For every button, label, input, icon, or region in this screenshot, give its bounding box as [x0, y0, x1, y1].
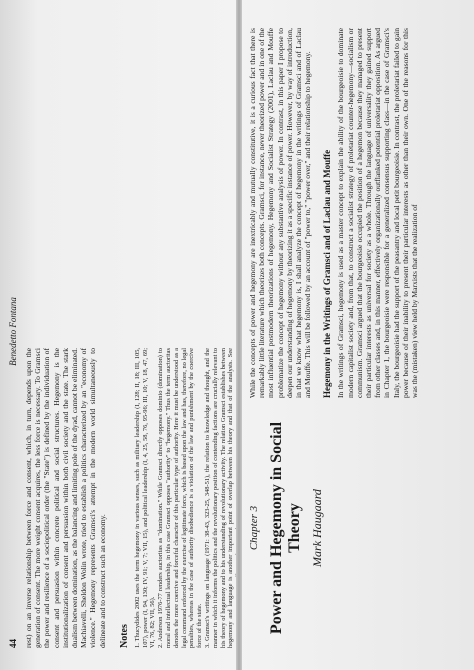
chapter-title: Power and Hegemony in Social Theory	[268, 421, 303, 635]
chapter-label: Chapter 3	[248, 505, 260, 551]
section-heading: Hegemony in the Writings of Gramsci and of Laclau and Mouffe	[322, 149, 333, 398]
left-body-text: rest) on an inverse relationship between force and consent, which, in turn, depends upon the generation of consent. The more weight consent acquires, the less force is necessary. To Gramsci the power and resilience of a sociopolitical order (the "State") is defined by the individuation of consent and persuasion within concrete political and social structures. Hegemony is the institutionalization of consent and persuasion within both civil society and the state. The stark dualism between domination, as the balancing and limiting pole of the dyad, cannot be eliminated. Machiavelli, Sheldon Wolin wrote, tried to establish a politics characterized by an "economy of violence." Hegemony represents Gramsci's attempt in the modern world simultaneously to delineate and to construct such an economy.	[24, 348, 107, 648]
page-number: 44	[8, 639, 18, 648]
section-paragraph: In the writings of Gramsci, hegemony is used as a master concept to explain the ability of the bourgeoisie to dominate modern capitalist society and, from that, to construct a socialist strategy of proletariat counter-hegemony—socialism or communism. Gramsci argued that the bourgeoisie occupied the position of a hegemon because they managed to present their particular interests as universal for society as a whole. Through the language of universality they gained support from other classes and, in this manner, effectively organizationally outflanked potential proletariat opposition. As argued in Chapter 1, the bourgeoisie were responsible for a generalized consensus supporting class—in the case of Gramsci's Italy, the bourgeoisie had the support of the peasantry and local petit bourgeoisie. In contrast, the proletariat failed to gain power because of their inability to present their particular interests as other than their own. One of the reasons for this was the (mistaken) view held by Marxists that the realization of	[336, 28, 420, 398]
right-page	[248, 24, 468, 648]
intro-paragraph: While the concepts of power and hegemony are inextricably and mutually constitutive, it is a curious fact that there is remarkably little literature which theorizes both concepts. Gramsci, for instance, never theorized power and in one of the most influential postmodern theorizations of hegemony, Hegemony and Socialist Strategy (2001), Laclau and Mouffe problematize the concept of hegemony without any substantive analysis of power. In contrast, in this paper I propose to deepen our understanding of hegemony by theorizing it as a specific instance of power. However, by way of introduction, in that we know what hegemony is, I shall analyze the concept of hegemony in the writings of Gramsci and of Laclau and Mouffe. This will be followed by an account of "power to," "power over," and their relationship to hegemony.	[248, 28, 313, 398]
note-3: 3. Gramsci's writings on language (1971: 38-43, 323-25, 348-51), the relation to knowledge and thought, and the manner in which it informs the politics and the revolutionary position of contending factions are crucially relevant to his theory of hegemony and to his understanding of revolutionary activity. The relation Gramsci establishes between hegemony and language is another important point of overlap between his theory and that of the analysts. See	[204, 348, 235, 648]
running-header	[8, 24, 18, 648]
note-1: 1. Thucydides 2002 uses the term hegemony in various senses, such as military leadership (I, 128; II, 18; III, 105, 107), power (I, 94, 130; IV, 91; V, 7; VII, 15), and political leadership (I, 4, 25, 58, 76, 95-96; III, 10; V, 18, 47, 69; VI, 76, 82; VII, 56).	[133, 348, 157, 648]
notes-heading: Notes	[118, 624, 130, 648]
left-page	[8, 24, 235, 648]
note-2: 2. Anderson 1976-77 renders auctoritas as "domination." While Gramsci directly opposes dominio (domination) to moral and intellectual leadership, in this case Gramsci opposes "authority" to "hegemony." Thus the term auctoritas denotes the more coercive and forceful character of this particular type of authority. Here it must be understood as a legal command enforced by the exercise of legitimate force, which is based upon the law and has, therefore, no legal penalties, whereas in the case of authority disobedience is a violation of the law and punishment by the coercive force of the state.	[157, 348, 204, 648]
gutter	[236, 0, 242, 670]
chapter-author: Mark Haugaard	[310, 489, 324, 567]
running-author: Benedetto Fontana	[8, 297, 18, 366]
